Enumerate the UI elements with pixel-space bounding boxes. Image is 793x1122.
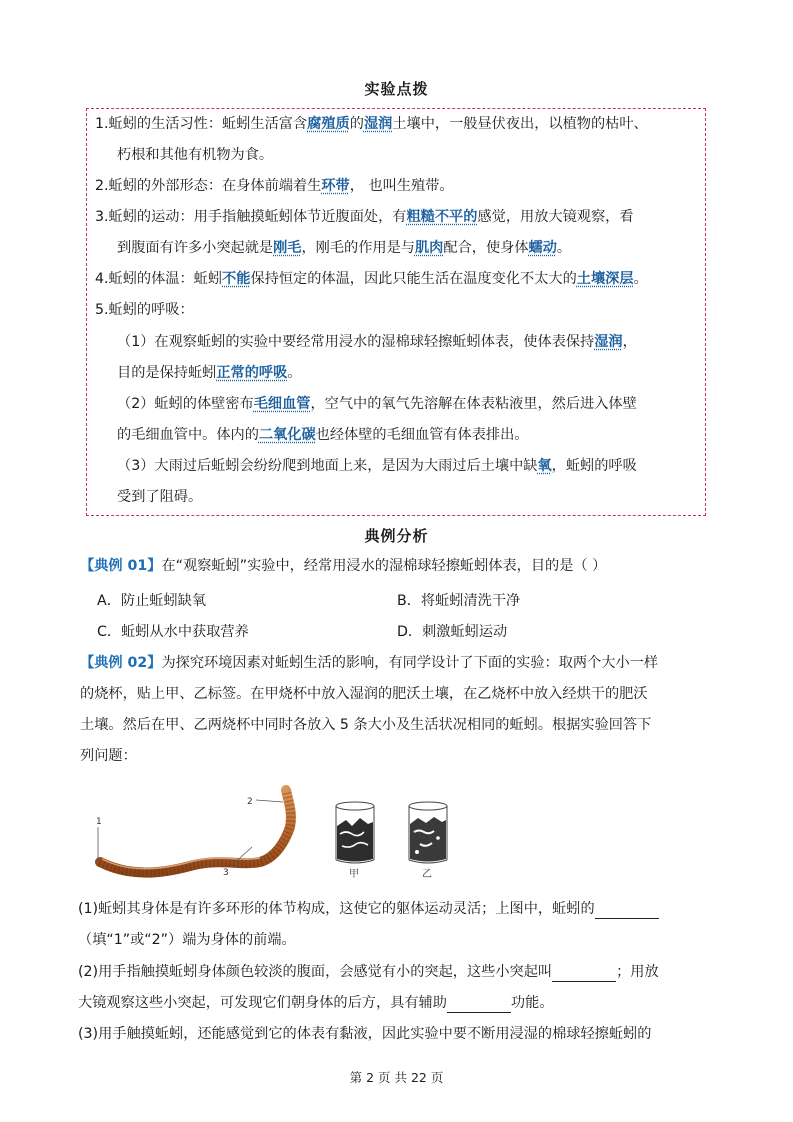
tip-line-7b: 的毛细血管中。体内的二氧化碳也经体壁的毛细血管有体表排出。 (117, 427, 529, 443)
tip-line-2: 2.蚯蚓的外部形态：在身体前端着生环带， 也叫生殖带。 (95, 178, 454, 194)
question-3-line-1: (3)用手触摸蚯蚓，还能感觉到它的体表有黏液，因此实验中要不断用浸湿的棉球轻擦蚯蚓的 (78, 1026, 652, 1042)
tip-line-1b: 朽根和其他有机物为食。 (117, 147, 274, 163)
worm-label-3: 3 (223, 868, 229, 878)
tip-line-7: （2）蚯蚓的体壁密布毛细血管，空气中的氧气先溶解在体表粘液里，然后进入体壁 (117, 396, 637, 412)
beaker-label-jia: 甲 (349, 869, 359, 880)
page-footer: 第 2 页 共 22 页 (349, 1070, 444, 1085)
example-01-stem: 【典例 01】在“观察蚯蚓”实验中，经常用浸水的湿棉球轻擦蚯蚓体表，目的是（ ） (80, 558, 607, 574)
answer-blank-1[interactable] (595, 902, 659, 919)
example-02-stem-3: 土壤。然后在甲、乙两烧杯中同时各放入 5 条大小及生活状况相同的蚯蚓。根据实验回答下 (80, 717, 652, 733)
tip-line-5: 5.蚯蚓的呼吸： (95, 302, 194, 318)
answer-blank-2[interactable] (552, 965, 616, 982)
tip-line-3b: 到腹面有许多小突起就是刚毛，刚毛的作用是与肌肉配合，使身体蠕动。 (117, 240, 572, 256)
example-01-option-a: A．防止蚯蚓缺氧 (97, 593, 207, 609)
tip-line-6b: 目的是保持蚯蚓正常的呼吸。 (117, 365, 302, 381)
example-02-stem-4: 列问题： (80, 748, 137, 764)
example-02-stem-2: 的烧杯，贴上甲、乙标签。在甲烧杯中放入湿润的肥沃土壤，在乙烧杯中放入经烘干的肥沃 (80, 686, 648, 702)
question-1-line-2: （填“1”或“2”）端为身体的前端。 (78, 932, 296, 948)
earthworm-figure (90, 782, 460, 887)
leader-line-2 (256, 800, 283, 802)
answer-blank-3[interactable] (447, 996, 511, 1013)
example-01-option-c: C．蚯蚓从水中获取营养 (97, 624, 249, 640)
example-01-option-d: D．刺激蚯蚓运动 (397, 624, 508, 640)
examples-title: 典例分析 (364, 527, 429, 545)
tip-line-8b: 受到了阻碍。 (117, 489, 203, 505)
beaker-jia (336, 802, 374, 863)
beaker-yi (409, 802, 447, 863)
example-02-stem-1: 【典例 02】为探究环境因素对蚯蚓生活的影响，有同学设计了下面的实验：取两个大小一样 (80, 655, 659, 671)
beaker-label-yi: 乙 (422, 869, 432, 880)
question-2-line-1: (2)用手指触摸蚯蚓身体颜色较淡的腹面，会感觉有小的突起，这些小突起叫 ；用放 (78, 964, 659, 980)
question-1-line-1: (1)蚯蚓其身体是有许多环形的体节构成，这使它的躯体运动灵活；上图中，蚯蚓的 (78, 899, 659, 919)
worm-label-1: 1 (96, 817, 102, 827)
tip-line-6: （1）在观察蚯蚓的实验中要经常用浸水的湿棉球轻擦蚯蚓体表，使体表保持湿润， (117, 334, 637, 350)
tip-line-8: （3）大雨过后蚯蚓会纷纷爬到地面上来，是因为大雨过后土壤中缺氧，蚯蚓的呼吸 (117, 458, 637, 474)
example-01-option-b: B．将蚯蚓清洗干净 (397, 593, 521, 609)
question-2-line-2: 大镜观察这些小突起，可发现它们朝身体的后方，具有辅助 功能。 (78, 995, 554, 1011)
tip-line-4: 4.蚯蚓的体温：蚯蚓不能保持恒定的体温，因此只能生活在温度变化不太大的土壤深层。 (95, 271, 648, 287)
tip-line-1: 1.蚯蚓的生活习性：蚯蚓生活富含腐殖质的湿润土壤中，一般昼伏夜出，以植物的枯叶、 (95, 116, 648, 132)
earthworm-drawing (100, 790, 291, 873)
tip-line-3: 3.蚯蚓的运动：用手指触摸蚯蚓体节近腹面处，有粗糙不平的感觉，用放大镜观察，看 (95, 209, 634, 225)
worm-label-2: 2 (247, 797, 253, 807)
tips-title: 实验点拨 (364, 80, 429, 98)
